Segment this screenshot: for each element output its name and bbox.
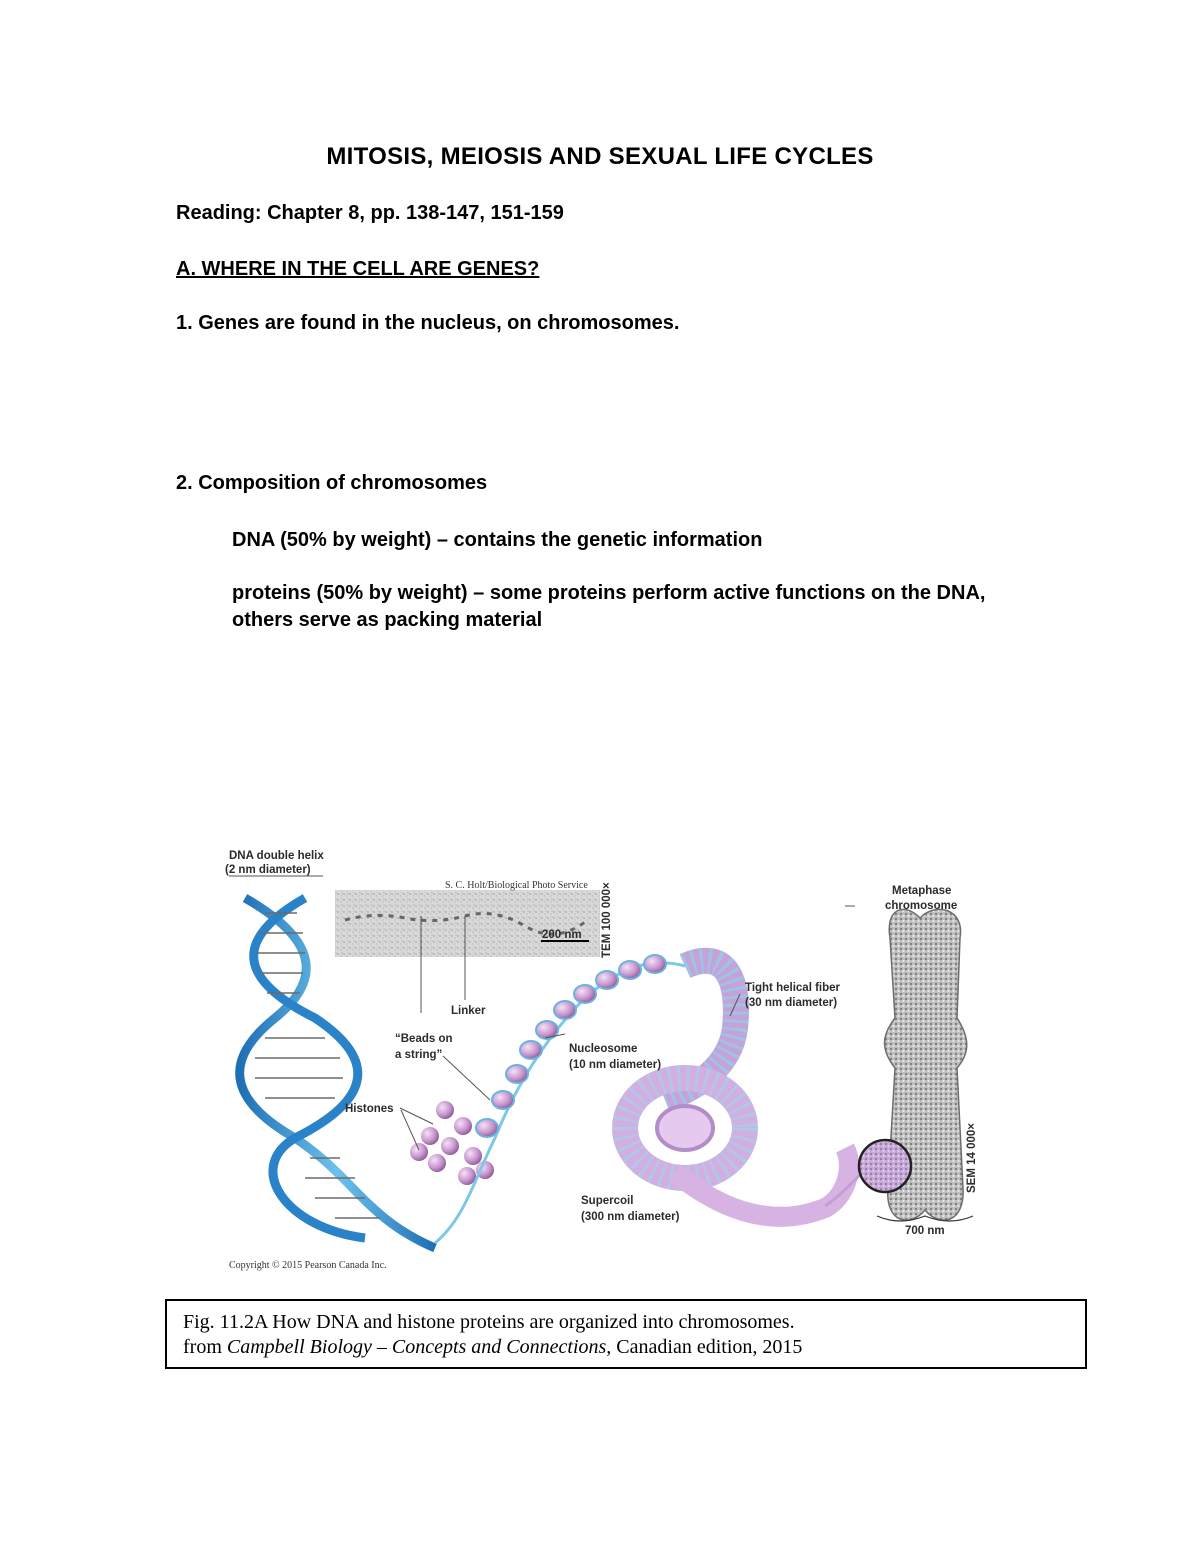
label-fiber-2: (30 nm diameter) [745,997,838,1009]
caption-from: from [183,1336,227,1358]
histone-beads [410,1101,494,1185]
label-beads-1: “Beads on [395,1033,453,1045]
label-nucleosome-2: (10 nm diameter) [569,1059,662,1071]
label-nucleosome-1: Nucleosome [569,1043,638,1055]
metaphase-chromosome [859,909,978,1221]
protein-composition: proteins (50% by weight) – some proteins perform active functions on the DNA, others serve as packing material [232,582,986,631]
point-composition: 2. Composition of chromosomes [176,472,488,494]
label-metaphase-2: chromosome [885,900,958,912]
label-supercoil-2: (300 nm diameter) [581,1211,680,1223]
copyright: Copyright © 2015 Pearson Canada Inc. [229,1260,387,1271]
tem-magnification: TEM 100 000× [601,882,613,958]
supercoil [625,1078,877,1217]
dna-composition: DNA (50% by weight) – contains the genetic information [232,529,763,551]
label-metaphase-1: Metaphase [892,885,952,897]
label-histones: Histones [345,1103,394,1115]
chromosome-figure [205,838,985,1278]
caption-book-title: Campbell Biology – Concepts and Connections, [226,1336,612,1358]
caption-line-2 [183,1335,1085,1360]
caption-line-1: Fig. 11.2A How DNA and histone proteins are organized into chromosomes. [183,1311,795,1333]
scale-bar-200nm: 200 nm [542,929,582,941]
figure-caption [165,1299,1087,1369]
label-dna-helix-2: (2 nm diameter) [225,864,311,876]
caption-edition: Canadian edition, 2015 [611,1336,803,1358]
label-dna-helix-1: DNA double helix [229,850,324,862]
label-beads-2: a string” [395,1049,443,1061]
label-supercoil-1: Supercoil [581,1195,634,1207]
photo-credit: S. C. Holt/Biological Photo Service [445,880,588,891]
page-title: MITOSIS, MEIOSIS AND SEXUAL LIFE CYCLES [326,143,874,170]
point-genes-location: 1. Genes are found in the nucleus, on chromosomes. [176,312,680,334]
scale-bar-700nm: 700 nm [905,1225,945,1237]
sem-magnification: SEM 14 000× [966,1122,978,1193]
tem-micrograph [335,880,613,958]
label-linker: Linker [451,1005,486,1017]
section-heading: A. WHERE IN THE CELL ARE GENES? [176,258,540,280]
reading-assignment: Reading: Chapter 8, pp. 138-147, 151-159 [176,202,564,224]
label-fiber-1: Tight helical fiber [745,982,840,994]
